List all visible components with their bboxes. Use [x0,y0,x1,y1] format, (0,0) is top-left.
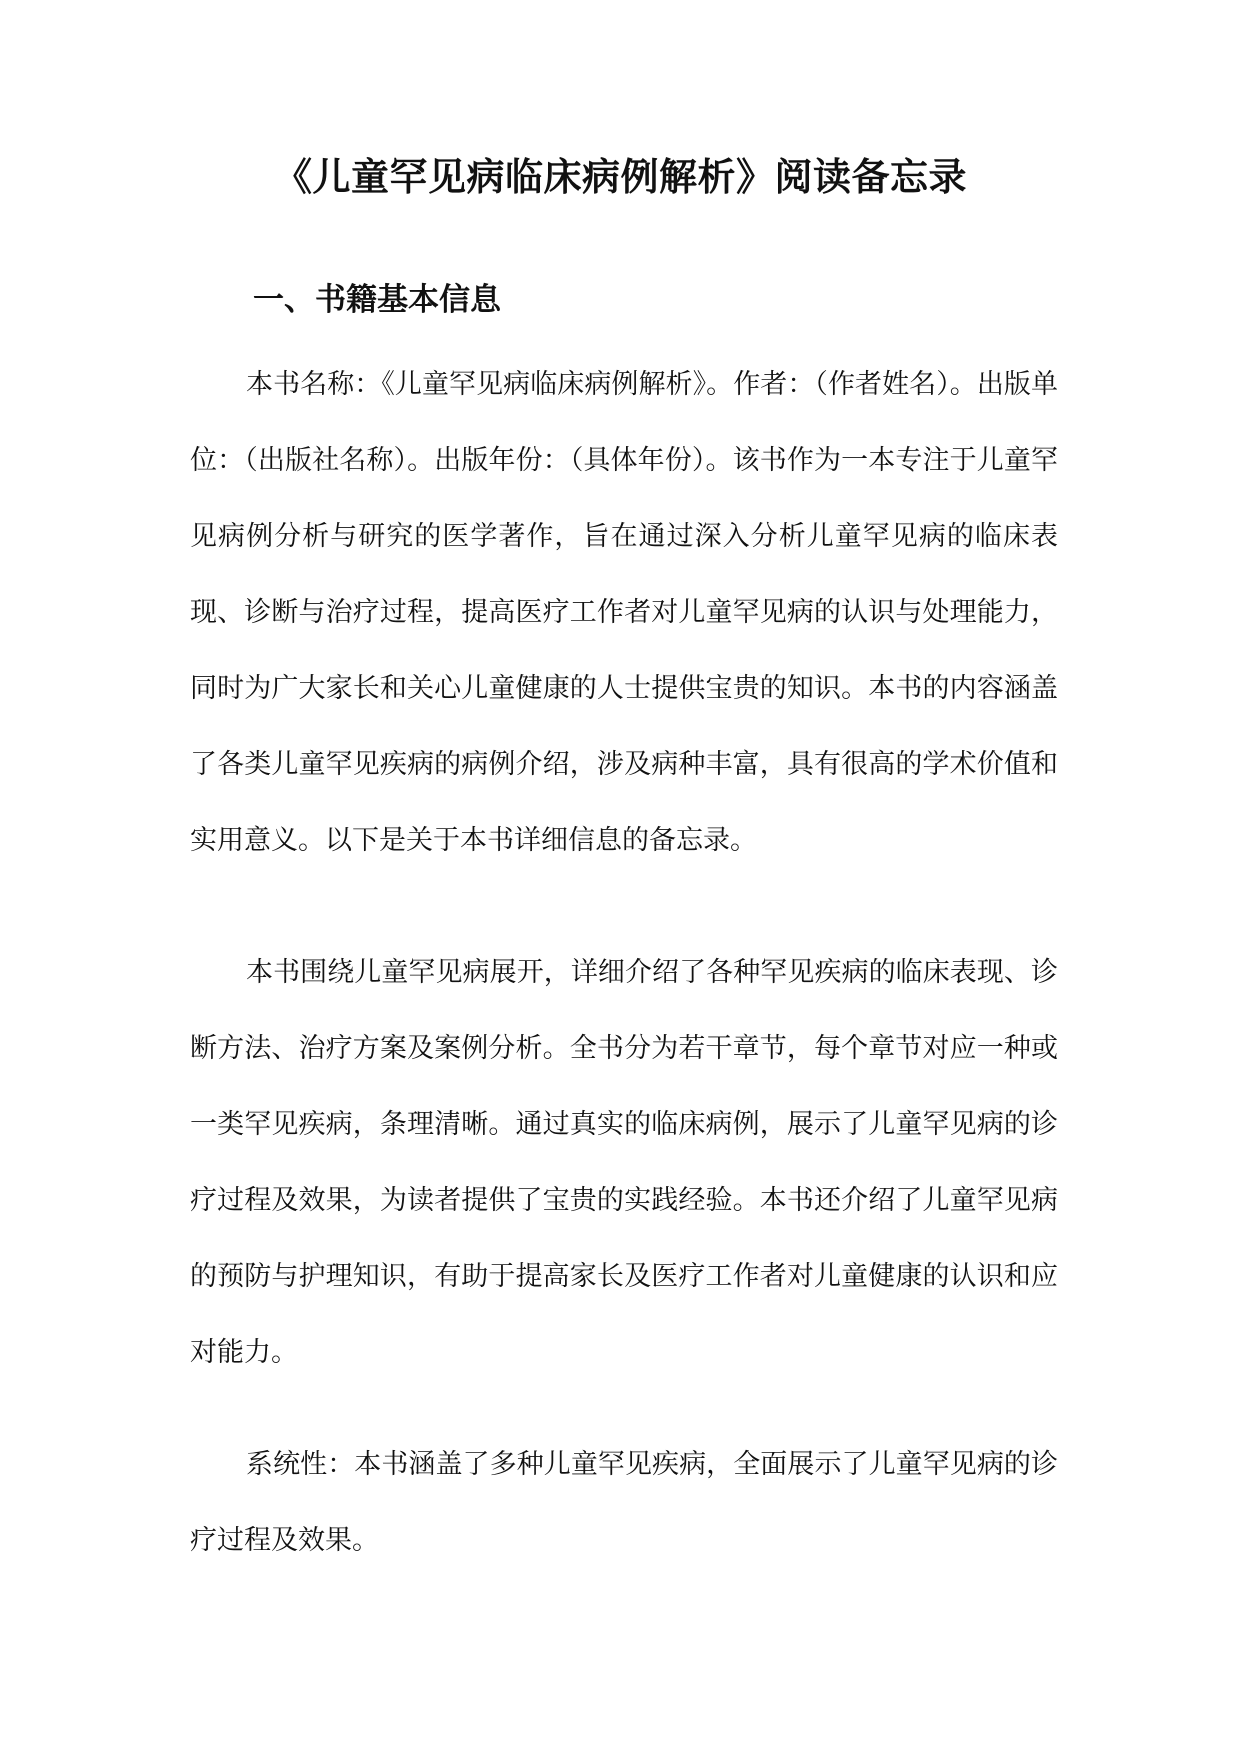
paragraph-book-info: 本书名称：《儿童罕见病临床病例解析》。作者：（作者姓名）。出版单位：（出版社名称）。出版年份：（具体年份）。该书作为一本专注于儿童罕见病例分析与研究的医学著作，旨在通过深入分析儿童罕见病的临床表现、诊断与治疗过程，提高医疗工作者对儿童罕见病的认识与处理能力，同时为广大家长和关心儿童健康的人士提供宝贵的知识。本书的内容涵盖了各类儿童罕见疾病的病例介绍，涉及病种丰富，具有很高的学术价值和实用意义。以下是关于本书详细信息的备忘录。 [190,369,1058,856]
paragraph-book-content: 本书围绕儿童罕见病展开，详细介绍了各种罕见疾病的临床表现、诊断方法、治疗方案及案例分析。全书分为若干章节，每个章节对应一种或一类罕见疾病，条理清晰。通过真实的临床病例，展示了儿童罕见病的诊疗过程及效果，为读者提供了宝贵的实践经验。本书还介绍了儿童罕见病的预防与护理知识，有助于提高家长及医疗工作者对儿童健康的认识和应对能力。 [190,957,1058,1368]
paragraph-systematic: 系统性：本书涵盖了多种儿童罕见疾病，全面展示了儿童罕见病的诊疗过程及效果。 [190,1449,1058,1556]
document-title: 《儿童罕见病临床病例解析》阅读备忘录 [273,154,967,199]
section-heading-basic-info: 一、书籍基本信息 [253,282,501,318]
